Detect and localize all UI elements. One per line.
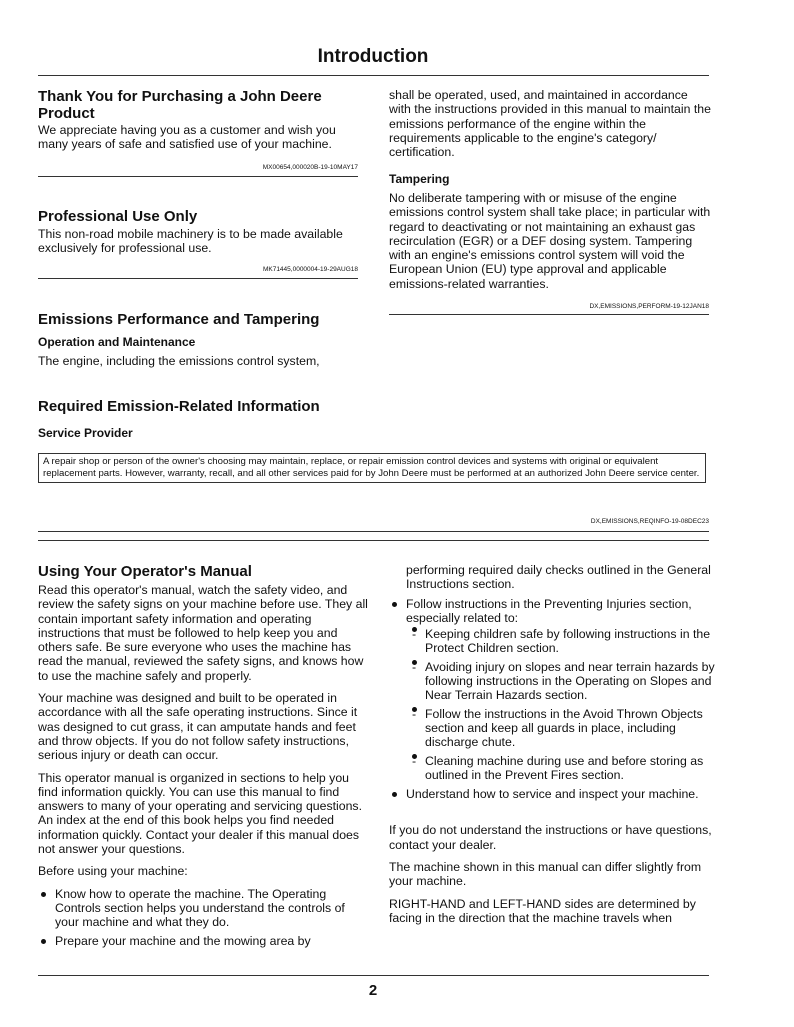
tampering-text: No deliberate tampering with or misuse of the engine emissions control system shall take place; in particular with regard to deactivating or not maintaining an exhaust gas recirculation (EGR) or a DEF dosing system. Tampering with an engine's emissions control system will void the European Union (EU) type approval and applicable emissions-related warranties. bbox=[389, 191, 711, 291]
emissions-text-part1: The engine, including the emissions control system, bbox=[38, 354, 320, 368]
service-provider-notice: A repair shop or person of the owner's choosing may maintain, replace, or repair emission control devices and systems with original or equivalent replacement parts. However, warranty, recall, and all other services paid for by John Deere must be performed at an authorized John Deere service center. bbox=[38, 453, 706, 483]
professional-use-code: MK71445,0000004-19-29AUG18 bbox=[262, 266, 358, 273]
tampering-subheading: Tampering bbox=[389, 172, 450, 186]
page-number: 2 bbox=[368, 982, 378, 999]
thank-you-heading: Thank You for Purchasing a John Deere Product bbox=[38, 88, 322, 122]
section-divider bbox=[38, 278, 358, 279]
operation-maintenance-subheading: Operation and Maintenance bbox=[38, 335, 196, 349]
section-divider bbox=[38, 531, 709, 532]
title-divider bbox=[38, 75, 709, 76]
emissions-heading: Emissions Performance and Tampering bbox=[38, 311, 320, 328]
manual-left-column bbox=[38, 583, 368, 948]
page-title: Introduction bbox=[317, 46, 429, 67]
list-item-text: Follow instructions in the Preventing Injuries section, especially related to: bbox=[406, 596, 692, 625]
manual-para: Before using your machine: bbox=[38, 864, 188, 879]
section-divider bbox=[38, 176, 358, 177]
list-item-continued: performing required daily checks outlined in the General Instructions section. bbox=[406, 563, 711, 592]
thank-you-text: We appreciate having you as a customer and wish you many years of safe and satisfied use of your machine. bbox=[38, 123, 336, 152]
safety-list bbox=[389, 597, 719, 802]
required-info-heading: Required Emission-Related Information bbox=[38, 398, 320, 415]
section-divider bbox=[38, 540, 709, 541]
sub-list bbox=[406, 627, 719, 782]
professional-use-heading: Professional Use Only bbox=[38, 208, 198, 225]
list-item bbox=[389, 597, 719, 783]
manual-para: The machine shown in this manual can differ slightly from your machine. bbox=[389, 860, 702, 889]
prep-list bbox=[38, 887, 368, 948]
thank-you-code: MX00654,000020B-19-10MAY17 bbox=[262, 164, 358, 171]
manual-para: If you do not understand the instructions or have questions, contact your dealer. bbox=[389, 823, 712, 852]
sub-list-item: - Cleaning machine during use and before storing as outlined in the Prevent Fires section. bbox=[406, 754, 719, 783]
sub-list-item: - Follow the instructions in the Avoid Thrown Objects section and keep all guards in place, including discharge chute. bbox=[406, 707, 719, 750]
manual-para: Your machine was designed and built to be operated in accordance with all the safe operating instructions. Since it was designed to cut grass, it can amputate hands and feet and throw objects. If you do not follow safety instructions, serious injury or death can occur. bbox=[38, 691, 358, 763]
manual-para: RIGHT-HAND and LEFT-HAND sides are determined by facing in the direction that the machine travels when bbox=[389, 896, 696, 925]
section-divider bbox=[389, 314, 709, 315]
manual-para: This operator manual is organized in sections to help you find information quickly. You can use this manual to find answers to many of your operating and servicing questions. An index at the end of this book helps you find needed information quickly. Contact your dealer if this manual does not answer your questions. bbox=[38, 770, 362, 857]
manual-right-column bbox=[389, 563, 719, 925]
service-provider-subheading: Service Provider bbox=[38, 426, 133, 440]
required-info-code: DX,EMISSIONS,REQINFO-19-08DEC23 bbox=[590, 518, 709, 525]
sub-list-item: - Keeping children safe by following instructions in the Protect Children section. bbox=[406, 627, 719, 656]
emissions-text-part2: shall be operated, used, and maintained in accordance with the instructions provided in this manual to maintain the emissions performance of the engine within the requirements applicable to the engine's category/ certification. bbox=[389, 88, 711, 160]
emissions-code: DX,EMISSIONS,PERFORM-19-12JAN18 bbox=[589, 303, 709, 310]
list-item: Know how to operate the machine. The Operating Controls section helps you understand the controls of your machine and what they do. bbox=[38, 887, 368, 930]
manual-heading: Using Your Operator's Manual bbox=[38, 563, 252, 580]
list-item: Prepare your machine and the mowing area by bbox=[38, 934, 368, 948]
sub-list-item: - Avoiding injury on slopes and near terrain hazards by following instructions in the Operating on Slopes and Near Terrain Hazards section. bbox=[406, 660, 719, 703]
professional-use-text: This non-road mobile machinery is to be made available exclusively for professional use. bbox=[38, 227, 343, 256]
manual-para: Read this operator's manual, watch the safety video, and review the safety signs on your machine before use. They all contain important safety information and operating instructions that must be followed to help keep you and others safe. Be sure everyone who uses the machine has read the manual, reviewed the safety signs, and knows how to use the machine safely and properly. bbox=[38, 583, 368, 683]
footer-divider bbox=[38, 975, 709, 976]
list-item: Understand how to service and inspect your machine. bbox=[389, 787, 719, 801]
